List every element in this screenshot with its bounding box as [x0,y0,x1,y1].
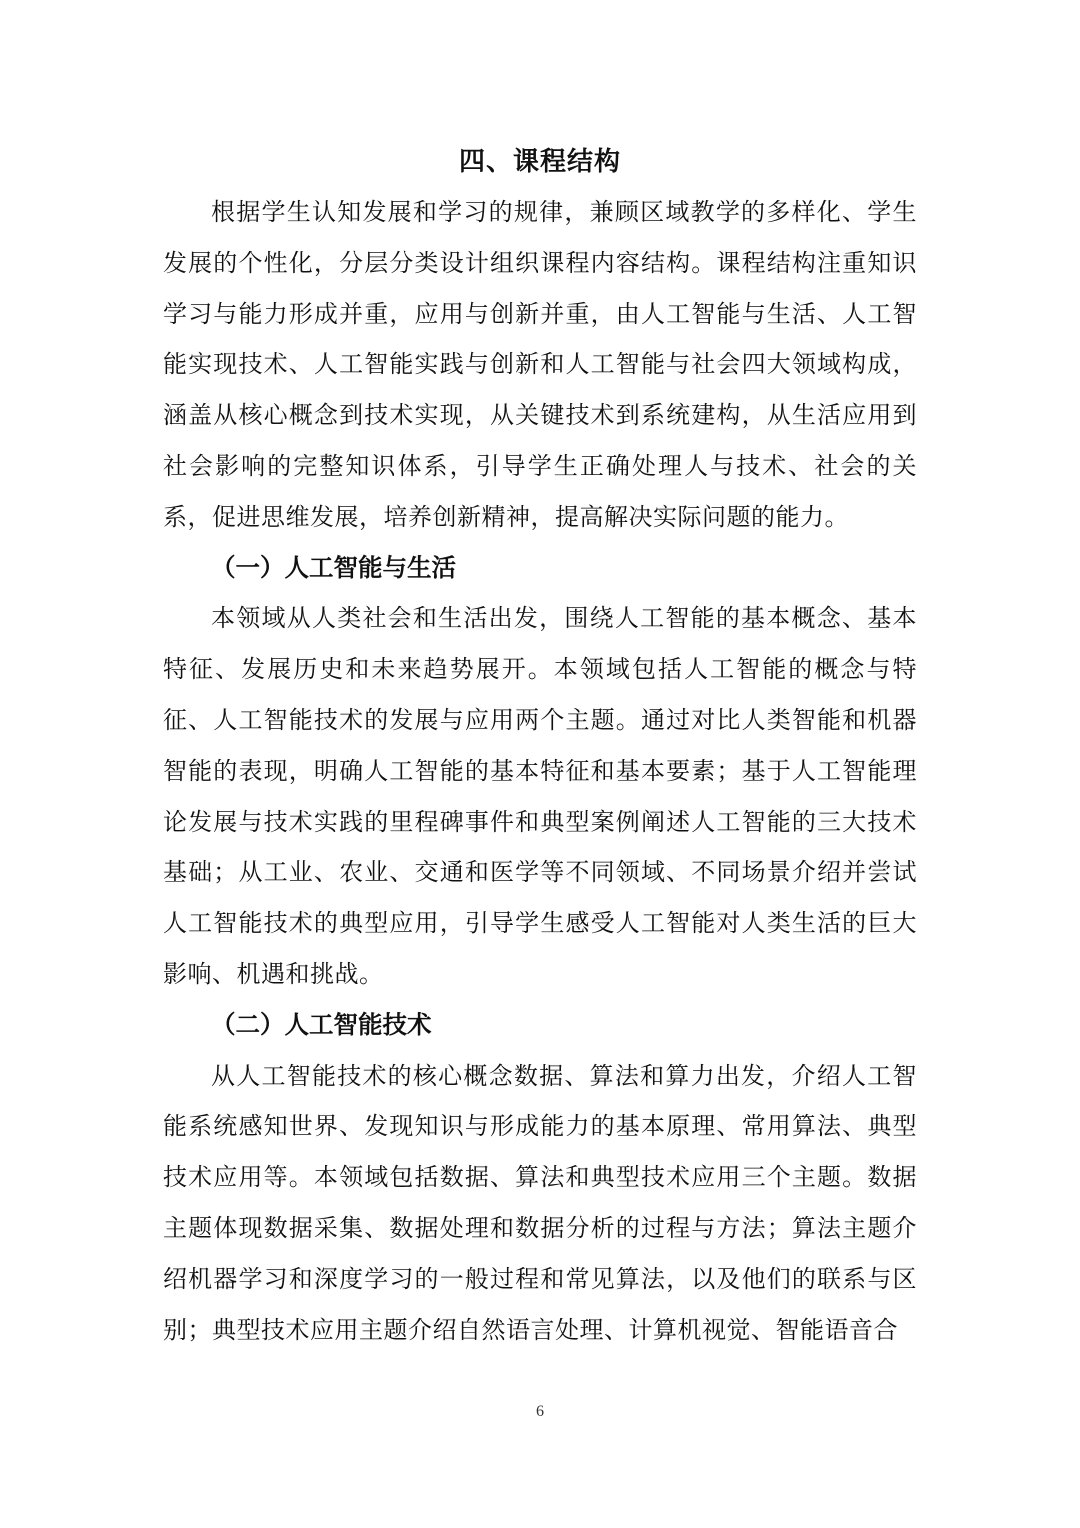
page-body [163,137,917,1355]
section-title: 四、课程结构 [458,147,621,177]
subsection-title-ai-and-life: （一）人工智能与生活 [211,552,456,582]
subsection-paragraph-ai-technology: 从人工智能技术的核心概念数据、算法和算力出发，介绍人工智能系统感知世界、发现知识与形成能力的基本原理、常用算法、典型技术应用等。本领域包括数据、算法和典型技术应用三个主题。数据主题体现数据采集、数据处理和数据分析的过程与方法；算法主题介绍机器学习和深度学习的一般过程和常见算法，以及他们的联系与区别；典型技术应用主题介绍自然语言处理、计算机视觉、智能语音合 [163,1061,917,1344]
intro-paragraph: 根据学生认知发展和学习的规律，兼顾区域教学的多样化、学生发展的个性化，分层分类设计组织课程内容结构。课程结构注重知识学习与能力形成并重，应用与创新并重，由人工智能与生活、人工智能实现技术、人工智能实践与创新和人工智能与社会四大领域构成，涵盖从核心概念到技术实现，从关键技术到系统建构，从生活应用到社会影响的完整知识体系，引导学生正确处理人与技术、社会的关系，促进思维发展，培养创新精神，提高解决实际问题的能力。 [163,198,917,531]
subsection-title-ai-technology: （二）人工智能技术 [211,1009,432,1039]
subsection-paragraph-ai-and-life: 本领域从人类社会和生活出发，围绕人工智能的基本概念、基本特征、发展历史和未来趋势展开。本领域包括人工智能的概念与特征、人工智能技术的发展与应用两个主题。通过对比人类智能和机器智能的表现，明确人工智能的基本特征和基本要素；基于人工智能理论发展与技术实践的里程碑事件和典型案例阐述人工智能的三大技术基础；从工业、农业、交通和医学等不同领域、不同场景介绍并尝试人工智能技术的典型应用，引导学生感受人工智能对人类生活的巨大影响、机遇和挑战。 [163,604,917,988]
page-number: 6 [536,1403,544,1420]
